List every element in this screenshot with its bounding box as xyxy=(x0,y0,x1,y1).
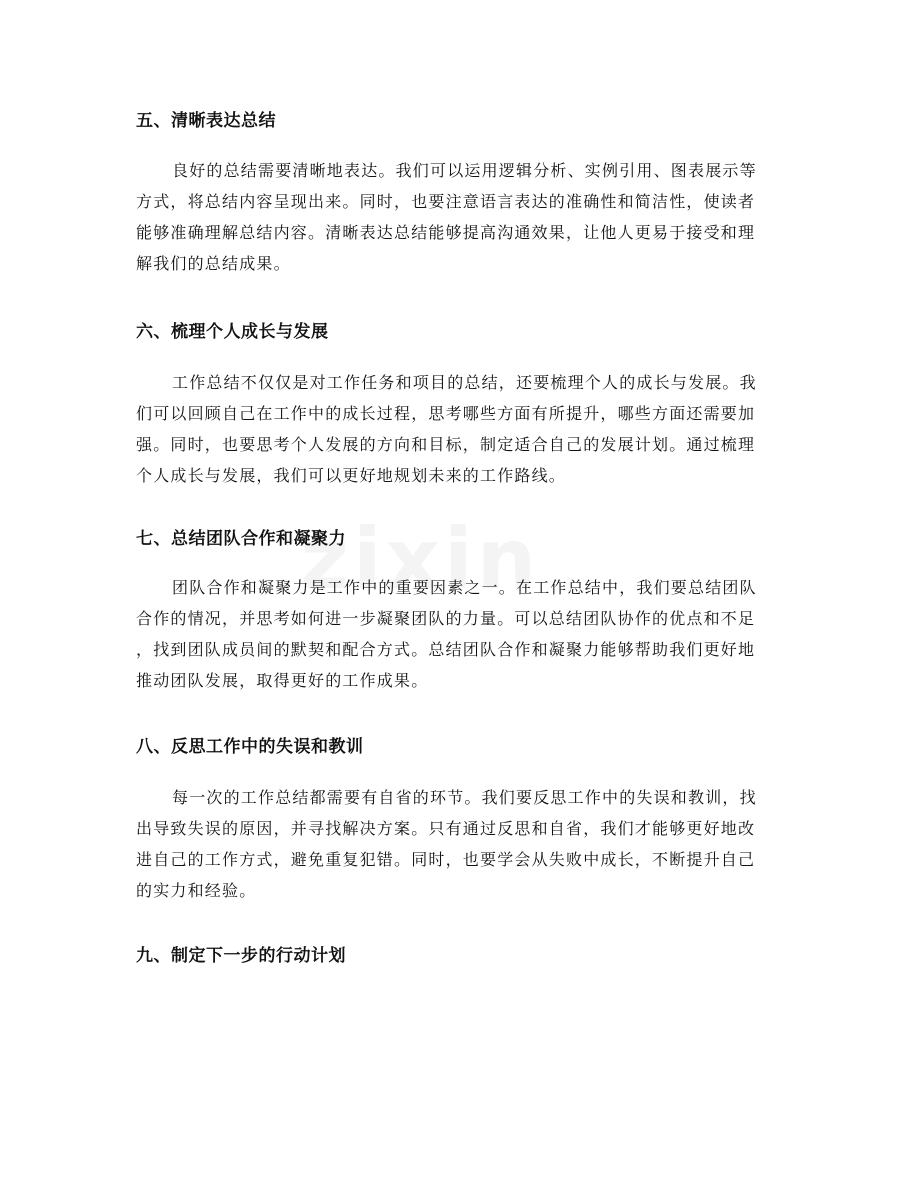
paragraph-line: 们可以回顾自己在工作中的成长过程，思考哪些方面有所提升，哪些方面还需要加 xyxy=(136,404,756,423)
paragraph-line: 方式，将总结内容呈现出来。同时，也要注意语言表达的准确性和简洁性，使读者 xyxy=(136,192,756,211)
paragraph-line: 出导致失误的原因，并寻找解决方案。只有通过反思和自省，我们才能够更好地改 xyxy=(136,819,756,838)
paragraph-line: 的实力和经验。 xyxy=(136,881,257,900)
paragraph-line: 团队合作和凝聚力是工作中的重要因素之一。在工作总结中，我们要总结团队 xyxy=(172,578,757,597)
paragraph-line: 良好的总结需要清晰地表达。我们可以运用逻辑分析、实例引用、图表展示等 xyxy=(172,161,757,180)
paragraph-line: 个人成长与发展，我们可以更好地规划未来的工作路线。 xyxy=(136,466,567,485)
paragraph-line: 强。同时，也要思考个人发展的方向和目标，制定适合自己的发展计划。通过梳理 xyxy=(136,435,756,454)
section-heading-7: 七、总结团队合作和凝聚力 xyxy=(136,529,346,549)
paragraph-line: ，找到团队成员间的默契和配合方式。总结团队合作和凝聚力能够帮助我们更好地 xyxy=(136,640,756,659)
section-paragraph-5 xyxy=(136,155,786,279)
paragraph-line: 推动团队发展，取得更好的工作成果。 xyxy=(136,671,429,690)
section-heading-5: 五、清晰表达总结 xyxy=(136,111,276,131)
paragraph-line: 能够准确理解总结内容。清晰表达总结能够提高沟通效果，让他人更易于接受和理 xyxy=(136,223,756,242)
paragraph-line: 合作的情况，并思考如何进一步凝聚团队的力量。可以总结团队协作的优点和不足 xyxy=(136,609,756,628)
section-paragraph-6 xyxy=(136,367,786,491)
paragraph-line: 解我们的总结成果。 xyxy=(136,254,291,273)
section-heading-9: 九、制定下一步的行动计划 xyxy=(136,946,346,966)
section-paragraph-8 xyxy=(136,782,786,906)
watermark xyxy=(300,510,640,620)
paragraph-line: 进自己的工作方式，避免重复犯错。同时，也要学会从失败中成长，不断提升自己 xyxy=(136,850,756,869)
paragraph-line: 工作总结不仅仅是对工作任务和项目的总结，还要梳理个人的成长与发展。我 xyxy=(172,373,757,392)
paragraph-line: 每一次的工作总结都需要有自省的环节。我们要反思工作中的失误和教训，找 xyxy=(172,788,757,807)
section-heading-6: 六、梳理个人成长与发展 xyxy=(136,322,329,342)
section-heading-8: 八、反思工作中的失误和教训 xyxy=(136,737,364,757)
